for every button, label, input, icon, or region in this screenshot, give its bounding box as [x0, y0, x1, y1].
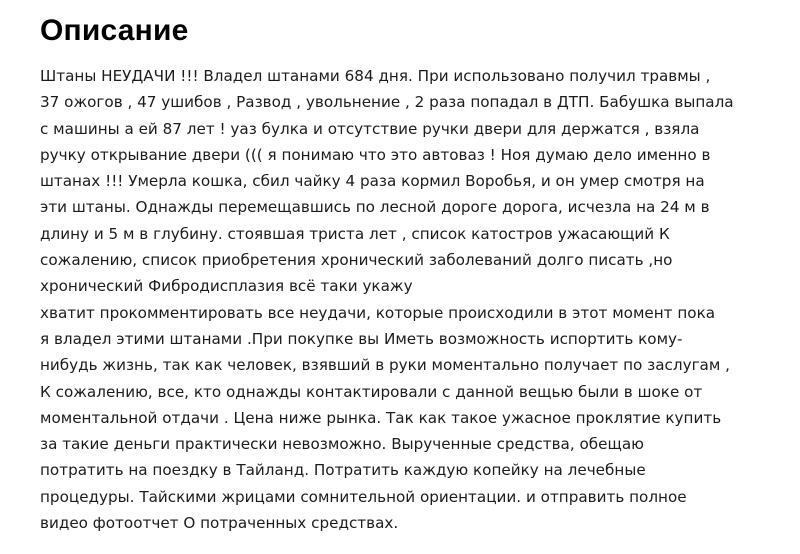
description-line: штанах !!! Умерла кошка, сбил чайку 4 раза кормил Воробья, и он умер смотря на: [40, 172, 705, 191]
description-line: моментальной отдачи . Цена ниже рынка. Так как такое ужасное проклятие купить: [40, 408, 722, 427]
description-line: длину и 5 м в глубину. стоявшая триста лет , список катостров ужасающий К: [40, 224, 670, 243]
description-line: процедуры. Тайскими жрицами сомнительной ориентации. и отправить полное: [40, 487, 687, 506]
description-line: 37 ожогов , 47 ушибов , Развод , увольнение , 2 раза попадал в ДТП. Бабушка выпала: [40, 93, 734, 112]
description-line: потратить на поездку в Тайланд. Потратить каждую копейку на лечебные: [40, 461, 646, 480]
description-line: я владел этими штанами .При покупке вы Иметь возможность испортить кому-: [40, 329, 683, 348]
description-line: нибудь жизнь, так как человек, взявший в руки моментально получает по заслугам ,: [40, 356, 730, 375]
description-line: Штаны НЕУДАЧИ !!! Владел штанами 684 дня. При использовано получил травмы ,: [40, 67, 711, 85]
description-line: хронический Фибродисплазия всё таки укажу: [40, 277, 413, 296]
description-line: видео фотоотчет О потраченных средствах.: [40, 514, 399, 533]
description-line: сожалению, список приобретения хронический заболеваний долго писать ,но: [40, 251, 673, 270]
description-line: эти штаны. Однажды перемещавшись по лесной дороге дорога, исчезла на 24 м в: [40, 198, 710, 217]
description-line: за такие деньги практически невозможно. Вырученные средства, обещаю: [40, 435, 644, 454]
description-line: с машины а ей 87 лет ! уаз булка и отсутствие ручки двери для держатся , взяла: [40, 119, 700, 138]
description-line: ручку открывание двери ((( я понимаю что это автоваз ! Ноя думаю дело именно в: [40, 145, 711, 164]
section-title: Описание: [40, 14, 189, 47]
description-line: К сожалению, все, кто однажды контактировали с данной вещью были в шоке от: [40, 382, 703, 401]
description-line: хватит прокомментировать все неудачи, которые происходили в этот момент пока: [40, 303, 716, 322]
description-body: [40, 63, 770, 536]
